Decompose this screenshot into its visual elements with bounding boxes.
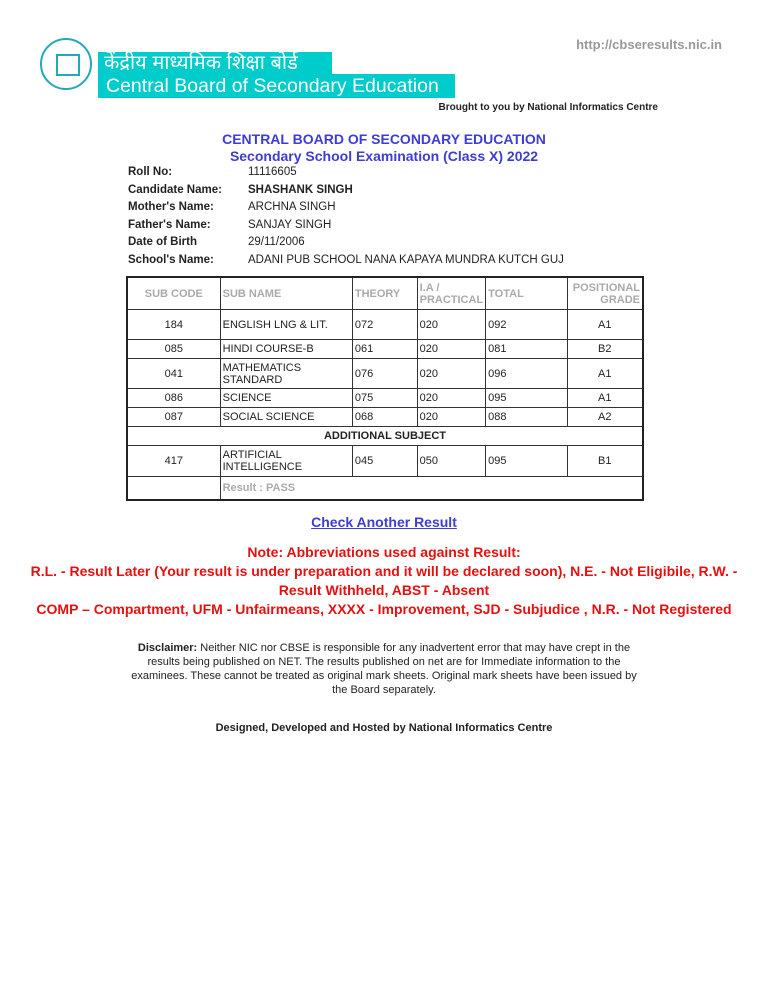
total: 092 <box>486 310 567 340</box>
label: Roll No: <box>128 166 173 178</box>
note-title: Note: Abbreviations used against Result: <box>247 544 521 560</box>
table-row <box>127 310 643 340</box>
table-header <box>127 277 643 310</box>
practical: 020 <box>417 389 486 408</box>
practical: 020 <box>417 310 486 340</box>
dob: 29/11/2006 <box>248 236 305 248</box>
table-row <box>127 389 643 408</box>
exam-title: Secondary School Examination (Class X) 2022 <box>229 148 539 164</box>
sub-code: 417 <box>127 446 220 477</box>
theory: 075 <box>352 389 417 408</box>
grade: A1 <box>567 310 643 340</box>
theory: 076 <box>352 359 417 389</box>
theory: 072 <box>352 310 417 340</box>
theory: 045 <box>352 446 417 477</box>
brought-by: Brought to you by National Informatics Centre <box>438 102 658 113</box>
candidate-name: SHASHANK SINGH <box>248 183 353 196</box>
banner-english: Central Board of Secondary Education <box>98 74 455 98</box>
note-line2: COMP – Compartment, UFM - Unfairmeans, XXXX - Improvement, SJD - Subjudice , N.R. - Not Registered <box>36 601 732 617</box>
sub-name: MATHEMATICS STANDARD <box>220 359 352 389</box>
total: 095 <box>486 446 567 477</box>
father-name: SANJAY SINGH <box>248 218 332 231</box>
sub-name: ARTIFICIAL INTELLIGENCE <box>220 446 352 477</box>
grade: A1 <box>567 359 643 389</box>
abbreviations-note <box>20 543 748 619</box>
grade: A2 <box>567 408 643 427</box>
sub-code: 085 <box>127 340 220 359</box>
check-another-result-link[interactable]: Check Another Result <box>311 514 457 530</box>
label: Mother's Name: <box>128 201 214 213</box>
table-row <box>127 340 643 359</box>
roll-no: 11116605 <box>248 166 297 178</box>
sub-code: 041 <box>127 359 220 389</box>
col-header: SUB CODE <box>127 277 220 310</box>
sub-code: 184 <box>127 310 220 340</box>
sub-code: 086 <box>127 389 220 408</box>
banner-hindi: केंद्रीय माध्यमिक शिक्षा बोर्ड <box>98 52 332 74</box>
theory: 068 <box>352 408 417 427</box>
disclaimer-text: Neither NIC nor CBSE is responsible for any inadvertent error that may have crept in the results being published on NET. The results published on net are for Immediate information to the examinees. These cannot be treated as original mark sheets. Original mark sheets have been issued by the Board separately. <box>131 642 637 696</box>
label: Date of Birth <box>128 236 197 248</box>
result-status: Result : PASS <box>220 477 643 500</box>
sub-code: 087 <box>127 408 220 427</box>
additional-subject-label: ADDITIONAL SUBJECT <box>127 427 643 446</box>
col-header: I.A / PRACTICAL <box>417 277 486 310</box>
practical: 020 <box>417 408 486 427</box>
marks-table <box>126 276 644 501</box>
practical: 020 <box>417 340 486 359</box>
table-row <box>127 359 643 389</box>
practical: 050 <box>417 446 486 477</box>
cbse-logo <box>40 38 92 90</box>
label: Candidate Name: <box>128 183 222 196</box>
label: Father's Name: <box>128 218 211 231</box>
sub-name: SOCIAL SCIENCE <box>220 408 352 427</box>
note-line1: R.L. - Result Later (Your result is under preparation and it will be declared soon), N.E. - Not Eligibile, R.W. - Result Withheld, ABST - Absent <box>30 563 738 598</box>
site-url: http://cbseresults.nic.in <box>576 37 722 52</box>
candidate-info <box>128 164 564 269</box>
mother-name: ARCHNA SINGH <box>248 201 336 213</box>
grade: B1 <box>567 446 643 477</box>
total: 095 <box>486 389 567 408</box>
label: School's Name: <box>128 253 214 266</box>
sub-name: SCIENCE <box>220 389 352 408</box>
total: 081 <box>486 340 567 359</box>
col-header: TOTAL <box>486 277 567 310</box>
sub-name: HINDI COURSE-B <box>220 340 352 359</box>
practical: 020 <box>417 359 486 389</box>
total: 096 <box>486 359 567 389</box>
theory: 061 <box>352 340 417 359</box>
disclaimer-label: Disclaimer: <box>137 642 198 654</box>
sub-name: ENGLISH LNG & LIT. <box>220 310 352 340</box>
footer: Designed, Developed and Hosted by National Informatics Centre <box>215 722 553 734</box>
grade: B2 <box>567 340 643 359</box>
table-row <box>127 446 643 477</box>
table-row <box>127 408 643 427</box>
board-title: CENTRAL BOARD OF SECONDARY EDUCATION <box>222 131 546 147</box>
disclaimer <box>128 641 640 697</box>
col-header: THEORY <box>352 277 417 310</box>
total: 088 <box>486 408 567 427</box>
school-name: ADANI PUB SCHOOL NANA KAPAYA MUNDRA KUTCH GUJ <box>248 253 564 266</box>
grade: A1 <box>567 389 643 408</box>
col-header: SUB NAME <box>220 277 352 310</box>
col-header: POSITIONAL GRADE <box>567 277 643 310</box>
